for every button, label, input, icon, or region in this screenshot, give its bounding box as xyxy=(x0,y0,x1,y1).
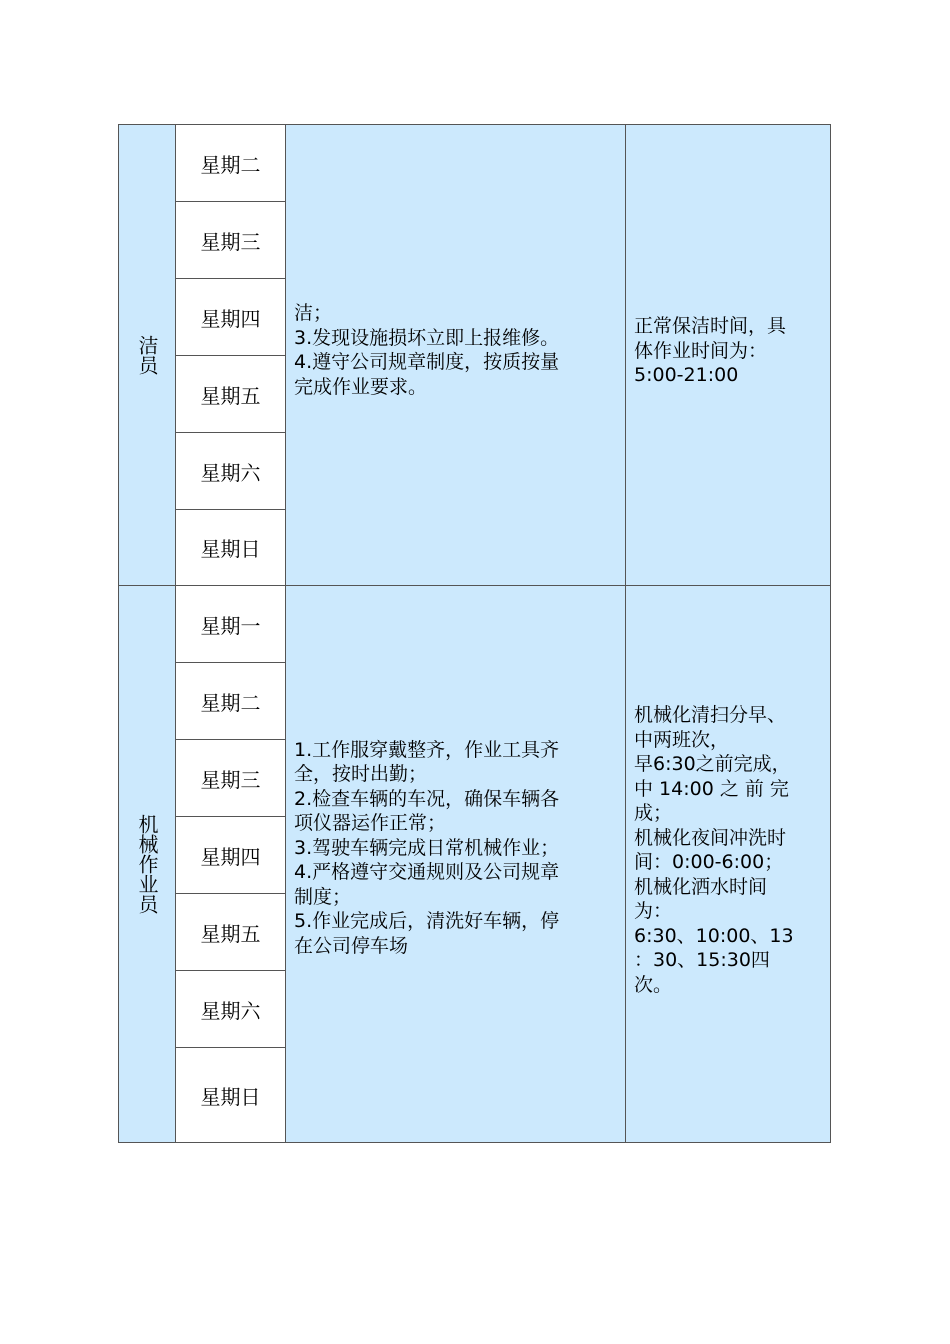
time-line: ：30、15:30四 xyxy=(634,949,770,971)
time-line: 早6:30之前完成， xyxy=(634,753,791,775)
time-line: 机械化清扫分早、 xyxy=(634,704,787,726)
duty-line: 3.驾驶车辆完成日常机械作业； xyxy=(294,836,560,859)
duty-line: 制度； xyxy=(294,885,352,908)
time-line: 次。 xyxy=(634,973,673,996)
role-label: 机械作业员 xyxy=(135,814,159,914)
role-cell xyxy=(118,585,176,1143)
time-line: 中两班次， xyxy=(634,728,730,751)
time-cell xyxy=(625,124,831,586)
time-line: 成； xyxy=(634,802,673,824)
duty-cell xyxy=(285,585,626,1143)
time-line: 5:00-21:00 xyxy=(634,364,739,387)
duty-line: 完成作业要求。 xyxy=(294,375,428,398)
day-cell: 星期日 xyxy=(175,1047,286,1143)
time-line: 为： xyxy=(634,900,673,922)
role-label: 洁员 xyxy=(135,335,159,375)
role-cell xyxy=(118,124,176,586)
duty-line: 3.发现设施损坏立即上报维修。 xyxy=(294,326,560,349)
day-cell: 星期四 xyxy=(175,278,286,356)
time-line: 6:30、10:00、13 xyxy=(634,924,794,947)
day-cell: 星期六 xyxy=(175,432,286,510)
duty-line: 1.工作服穿戴整齐，作业工具齐 xyxy=(294,738,560,761)
duty-line: 4.遵守公司规章制度，按质按量 xyxy=(294,351,560,373)
time-line: 体作业时间为： xyxy=(634,339,768,362)
day-cell: 星期四 xyxy=(175,816,286,894)
time-cell xyxy=(625,585,831,1143)
day-cell: 星期五 xyxy=(175,355,286,433)
duty-line: 全，按时出勤； xyxy=(294,763,428,786)
day-cell: 星期二 xyxy=(175,662,286,740)
day-cell: 星期六 xyxy=(175,970,286,1048)
day-cell: 星期日 xyxy=(175,509,286,586)
time-line: 间：0:00-6:00； xyxy=(634,851,784,873)
duty-line: 4.严格遵守交通规则及公司规章 xyxy=(294,861,560,884)
day-cell: 星期五 xyxy=(175,893,286,971)
time-line: 正常保洁时间，具 xyxy=(634,315,787,338)
duty-line: 洁； xyxy=(294,302,333,324)
day-cell: 星期二 xyxy=(175,124,286,202)
time-line: 中 14:00 之 前 完 xyxy=(634,777,789,800)
duty-cell xyxy=(285,124,626,586)
day-cell: 星期三 xyxy=(175,201,286,279)
duty-line: 5.作业完成后，清洗好车辆，停 xyxy=(294,910,560,933)
time-line: 机械化洒水时间 xyxy=(634,875,768,898)
duty-line: 项仪器运作正常； xyxy=(294,812,447,835)
time-line: 机械化夜间冲洗时 xyxy=(634,826,787,849)
day-cell: 星期三 xyxy=(175,739,286,817)
duty-line: 2.检查车辆的车况，确保车辆各 xyxy=(294,787,560,810)
day-cell: 星期一 xyxy=(175,585,286,663)
duty-line: 在公司停车场 xyxy=(294,934,409,957)
